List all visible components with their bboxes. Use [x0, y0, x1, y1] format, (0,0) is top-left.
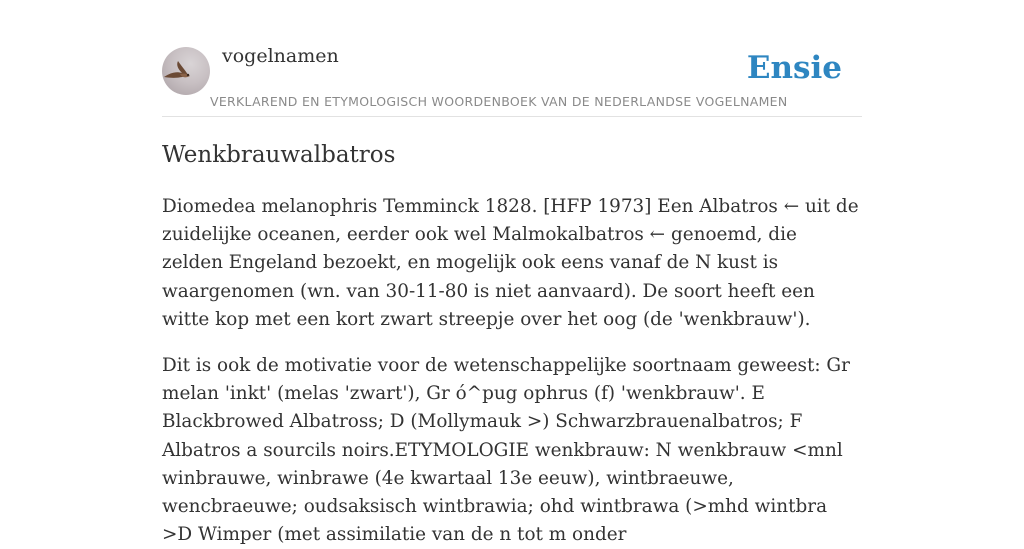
article-title: Wenkbrauwalbatros [162, 142, 396, 168]
article-paragraph-2: Dit is ook de motivatie voor de wetenschappelijke soortnaam geweest: Gr melan 'inkt' (melas 'zwart'), Gr ó^pug ophrus (f) 'wenkbrauw'. E Blackbrowed Albatross; D (Mollymauk >) Schwarzbrauenalbatros; F Albatros a sourcils noirs.ETYMOLOGIE wenkbrauw: N wenkbrauw <mnl winbrauwe, winbrawe (4e kwartaal 13e eeuw), wintbraeuwe, wencbraeuwe; oudsaksisch wintbrawia; ohd wintbrawa (>mhd wintbra >D Wimper (met assimilatie van de n tot m onder [162, 355, 850, 546]
article [162, 138, 862, 549]
site-header [162, 0, 862, 117]
site-subtitle: VERKLAREND EN ETYMOLOGISCH WOORDENBOEK VAN DE NEDERLANDSE VOGELNAMEN [210, 94, 788, 109]
bird-photo-icon[interactable] [162, 47, 210, 95]
site-name[interactable]: vogelnamen [222, 45, 339, 67]
article-paragraph-1: Diomedea melanophris Temminck 1828. [HFP 1973] Een Albatros ← uit de zuidelijke oceanen, eerder ook wel Malmokalbatros ← genoemd, die zelden Engeland bezoekt, en mogelijk ook eens vanaf de N kust is waargenomen (wn. van 30-11-80 is niet aanvaard). De soort heeft een witte kop met een kort zwart streepje over het oog (de 'wenkbrauw'). [162, 196, 859, 330]
ensie-logo-link[interactable]: Ensie [746, 50, 842, 86]
bird-silhouette-icon [162, 47, 210, 95]
